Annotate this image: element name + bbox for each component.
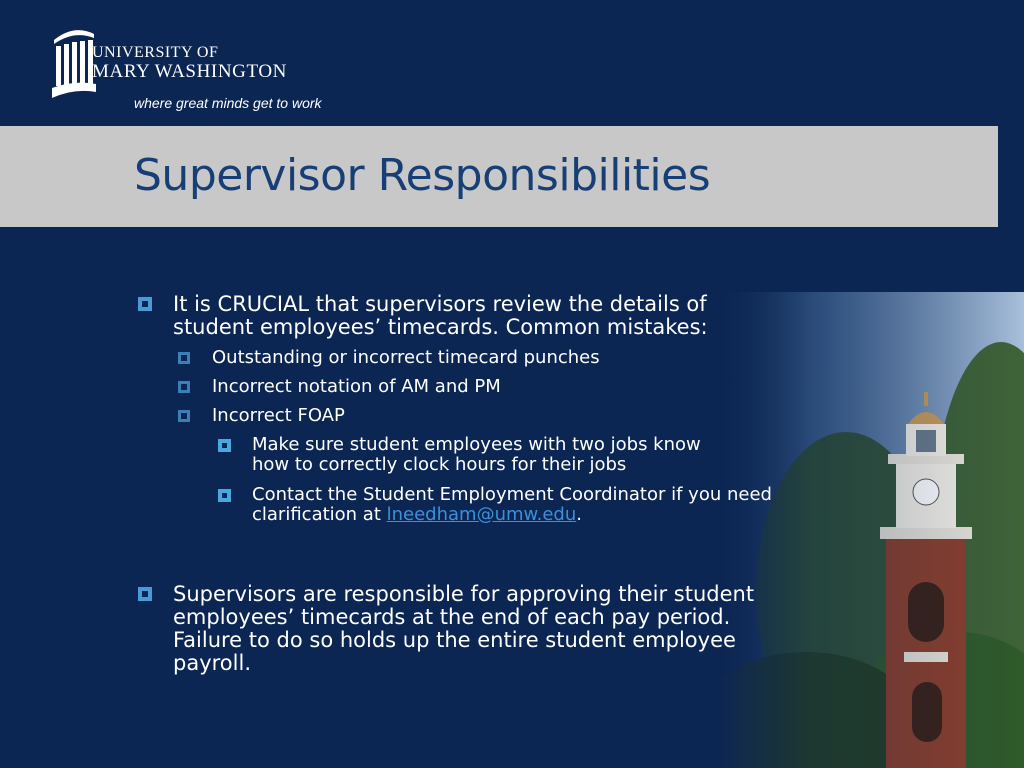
sub-sub-bullet-contact <box>218 485 778 525</box>
email-link[interactable]: lneedham@umw.edu <box>386 504 577 525</box>
sub-sub-bullet-two-jobs <box>218 435 718 475</box>
bullet-text: Outstanding or incorrect timecard punches <box>212 347 600 368</box>
sub-bullet-foap <box>178 406 778 426</box>
bullet-review-timecards <box>138 293 758 339</box>
sub-bullet-am-pm <box>178 377 778 397</box>
square-bullet-icon <box>178 381 190 393</box>
logo-tagline: where great minds get to work <box>134 95 322 111</box>
bullet-text: Make sure student employees with two jobs know how to correctly clock hours for their jobs <box>252 434 701 475</box>
square-bullet-icon <box>138 297 152 311</box>
university-logo <box>50 22 350 122</box>
square-bullet-icon <box>178 410 190 422</box>
contact-text: Contact the Student Employment Coordinator if you need clarification at <box>252 484 772 525</box>
bullet-text: Incorrect notation of AM and PM <box>212 376 501 397</box>
bullet-text <box>218 485 778 525</box>
square-bullet-icon <box>218 439 231 452</box>
bullet-text: It is CRUCIAL that supervisors review the details of student employees’ timecards. Common mistakes: <box>173 292 708 339</box>
square-bullet-icon <box>178 352 190 364</box>
sub-bullet-punches <box>178 348 778 368</box>
slide-title: Supervisor Responsibilities <box>134 150 711 201</box>
logo-text-line2: MARY WASHINGTON <box>92 61 287 82</box>
bullet-text: Incorrect FOAP <box>212 405 345 426</box>
bullet-text: Supervisors are responsible for approving their student employees’ timecards at the end of each pay period. Failure to do so holds up the entire student employee payroll. <box>173 582 755 675</box>
contact-period: . <box>576 504 582 525</box>
bullet-approve-timecards <box>138 583 778 675</box>
square-bullet-icon <box>138 587 152 601</box>
square-bullet-icon <box>218 489 231 502</box>
columns-building-icon <box>50 22 98 102</box>
logo-text-line1: UNIVERSITY OF <box>92 44 219 61</box>
